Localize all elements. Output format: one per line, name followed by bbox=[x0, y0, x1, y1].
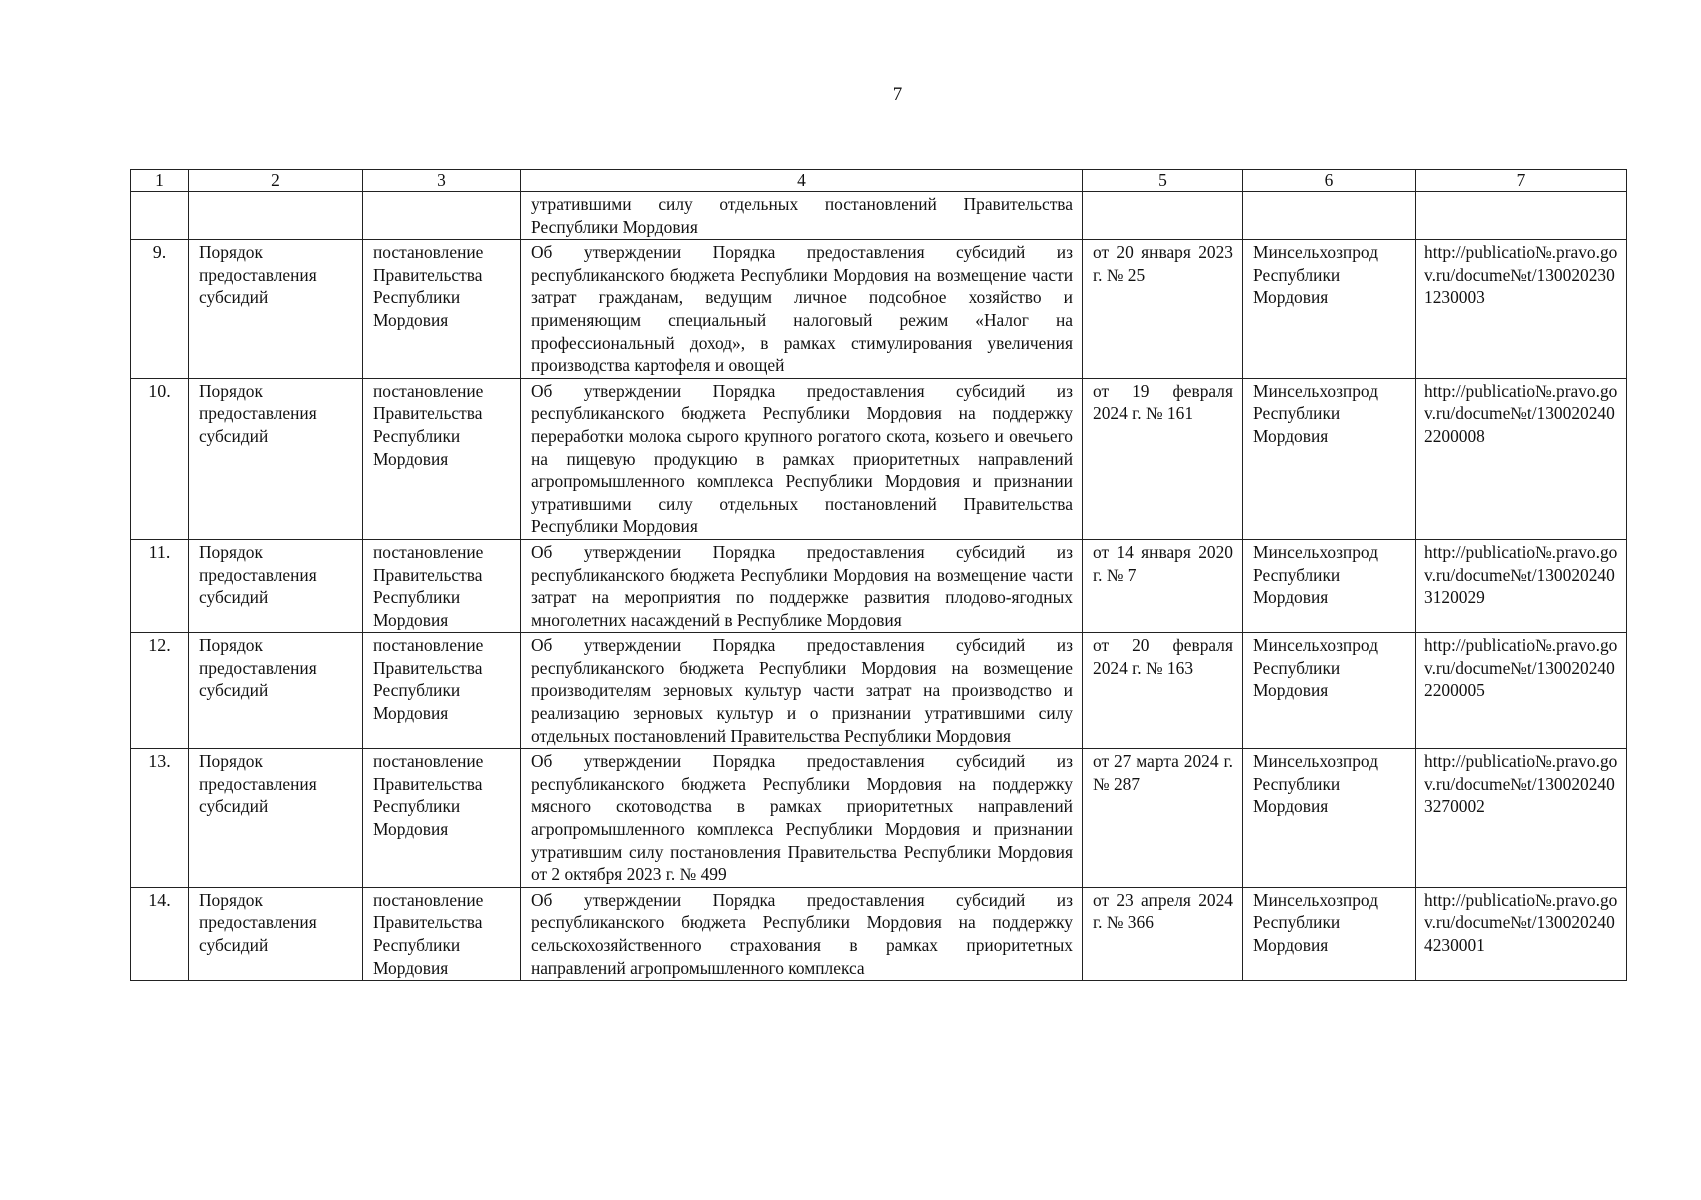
row-number: 14. bbox=[131, 887, 189, 980]
table-row bbox=[131, 378, 1627, 539]
document-date: от 27 марта 2024 г. № 287 bbox=[1083, 749, 1243, 888]
publication-link[interactable]: http://publicatio№.pravo.gov.ru/docume№t/1300202301230003 bbox=[1416, 240, 1627, 379]
publication-link[interactable]: http://publicatio№.pravo.gov.ru/docume№t/1300202402200008 bbox=[1416, 378, 1627, 539]
issuing-authority: Минсельхозпрод Республики Мордовия bbox=[1243, 539, 1416, 632]
continuation-cell-1 bbox=[131, 192, 189, 240]
document-name: Порядок предоставления субсидий bbox=[189, 633, 363, 749]
continuation-row bbox=[131, 192, 1627, 240]
row-number: 10. bbox=[131, 378, 189, 539]
document-name: Порядок предоставления субсидий bbox=[189, 887, 363, 980]
document-table bbox=[130, 169, 1627, 981]
document-type: постановление Правительства Республики Мордовия bbox=[363, 749, 521, 888]
document-name: Порядок предоставления субсидий bbox=[189, 749, 363, 888]
document-date: от 19 февраля 2024 г. № 161 bbox=[1083, 378, 1243, 539]
row-number: 11. bbox=[131, 539, 189, 632]
document-type: постановление Правительства Республики Мордовия bbox=[363, 378, 521, 539]
document-date: от 20 февраля 2024 г. № 163 bbox=[1083, 633, 1243, 749]
column-header-7: 7 bbox=[1416, 170, 1627, 192]
page-number: 7 bbox=[892, 84, 903, 105]
continuation-cell-3 bbox=[363, 192, 521, 240]
continuation-cell-2 bbox=[189, 192, 363, 240]
column-header-1: 1 bbox=[131, 170, 189, 192]
issuing-authority: Минсельхозпрод Республики Мордовия bbox=[1243, 240, 1416, 379]
document-name: Порядок предоставления субсидий bbox=[189, 378, 363, 539]
column-header-6: 6 bbox=[1243, 170, 1416, 192]
document-date: от 20 января 2023 г. № 25 bbox=[1083, 240, 1243, 379]
column-header-5: 5 bbox=[1083, 170, 1243, 192]
row-number: 13. bbox=[131, 749, 189, 888]
document-title: Об утверждении Порядка предоставления субсидий из республиканского бюджета Республики Мордовия на возмещение производителям зерновых культур части затрат на производство и реализацию зерновых культур и о признании утратившими силу отдельных постановлений Правительства Республики Мордовия bbox=[521, 633, 1083, 749]
column-header-3: 3 bbox=[363, 170, 521, 192]
document-type: постановление Правительства Республики Мордовия bbox=[363, 887, 521, 980]
document-title: Об утверждении Порядка предоставления субсидий из республиканского бюджета Республики Мордовия на возмещение части затрат гражданам, ведущим личное подсобное хозяйство и применяющим специальный налоговый режим «Налог на профессиональный доход», в рамках стимулирования увеличения производства картофеля и овощей bbox=[521, 240, 1083, 379]
row-number: 9. bbox=[131, 240, 189, 379]
publication-link[interactable]: http://publicatio№.pravo.gov.ru/docume№t/1300202404230001 bbox=[1416, 887, 1627, 980]
document-type: постановление Правительства Республики Мордовия bbox=[363, 539, 521, 632]
table-row bbox=[131, 887, 1627, 980]
row-number: 12. bbox=[131, 633, 189, 749]
issuing-authority: Минсельхозпрод Республики Мордовия bbox=[1243, 633, 1416, 749]
continuation-title: утратившими силу отдельных постановлений Правительства Республики Мордовия bbox=[521, 192, 1083, 240]
publication-link[interactable]: http://publicatio№.pravo.gov.ru/docume№t/1300202403120029 bbox=[1416, 539, 1627, 632]
publication-link[interactable]: http://publicatio№.pravo.gov.ru/docume№t/1300202403270002 bbox=[1416, 749, 1627, 888]
document-title: Об утверждении Порядка предоставления субсидий из республиканского бюджета Республики Мордовия на поддержку мясного скотоводства в рамках приоритетных направлений агропромышленного комплекса Республики Мордовия и признании утратившим силу постановления Правительства Республики Мордовия от 2 октября 2023 г. № 499 bbox=[521, 749, 1083, 888]
document-title: Об утверждении Порядка предоставления субсидий из республиканского бюджета Республики Мордовия на поддержку переработки молока сырого крупного рогатого скота, козьего и овечьего на пищевую продукцию в рамках приоритетных направлений агропромышленного комплекса Республики Мордовия и признании утратившими силу отдельных постановлений Правительства Республики Мордовия bbox=[521, 378, 1083, 539]
publication-link[interactable]: http://publicatio№.pravo.gov.ru/docume№t/1300202402200005 bbox=[1416, 633, 1627, 749]
continuation-cell-5 bbox=[1083, 192, 1243, 240]
document-name: Порядок предоставления субсидий bbox=[189, 240, 363, 379]
table-row bbox=[131, 539, 1627, 632]
document-date: от 23 апреля 2024 г. № 366 bbox=[1083, 887, 1243, 980]
document-type: постановление Правительства Республики Мордовия bbox=[363, 633, 521, 749]
table-row bbox=[131, 240, 1627, 379]
document-name: Порядок предоставления субсидий bbox=[189, 539, 363, 632]
continuation-cell-6 bbox=[1243, 192, 1416, 240]
column-header-2: 2 bbox=[189, 170, 363, 192]
issuing-authority: Минсельхозпрод Республики Мордовия bbox=[1243, 378, 1416, 539]
issuing-authority: Минсельхозпрод Республики Мордовия bbox=[1243, 749, 1416, 888]
table-row bbox=[131, 633, 1627, 749]
document-type: постановление Правительства Республики Мордовия bbox=[363, 240, 521, 379]
column-number-row bbox=[131, 170, 1627, 192]
column-header-4: 4 bbox=[521, 170, 1083, 192]
issuing-authority: Минсельхозпрод Республики Мордовия bbox=[1243, 887, 1416, 980]
document-title: Об утверждении Порядка предоставления субсидий из республиканского бюджета Республики Мордовия на поддержку сельскохозяйственного страхования в рамках приоритетных направлений агропромышленного комплекса bbox=[521, 887, 1083, 980]
document-title: Об утверждении Порядка предоставления субсидий из республиканского бюджета Республики Мордовия на возмещение части затрат на мероприятия по поддержке развития плодово-ягодных многолетних насаждений в Республике Мордовия bbox=[521, 539, 1083, 632]
table-row bbox=[131, 749, 1627, 888]
continuation-cell-7 bbox=[1416, 192, 1627, 240]
document-date: от 14 января 2020 г. № 7 bbox=[1083, 539, 1243, 632]
